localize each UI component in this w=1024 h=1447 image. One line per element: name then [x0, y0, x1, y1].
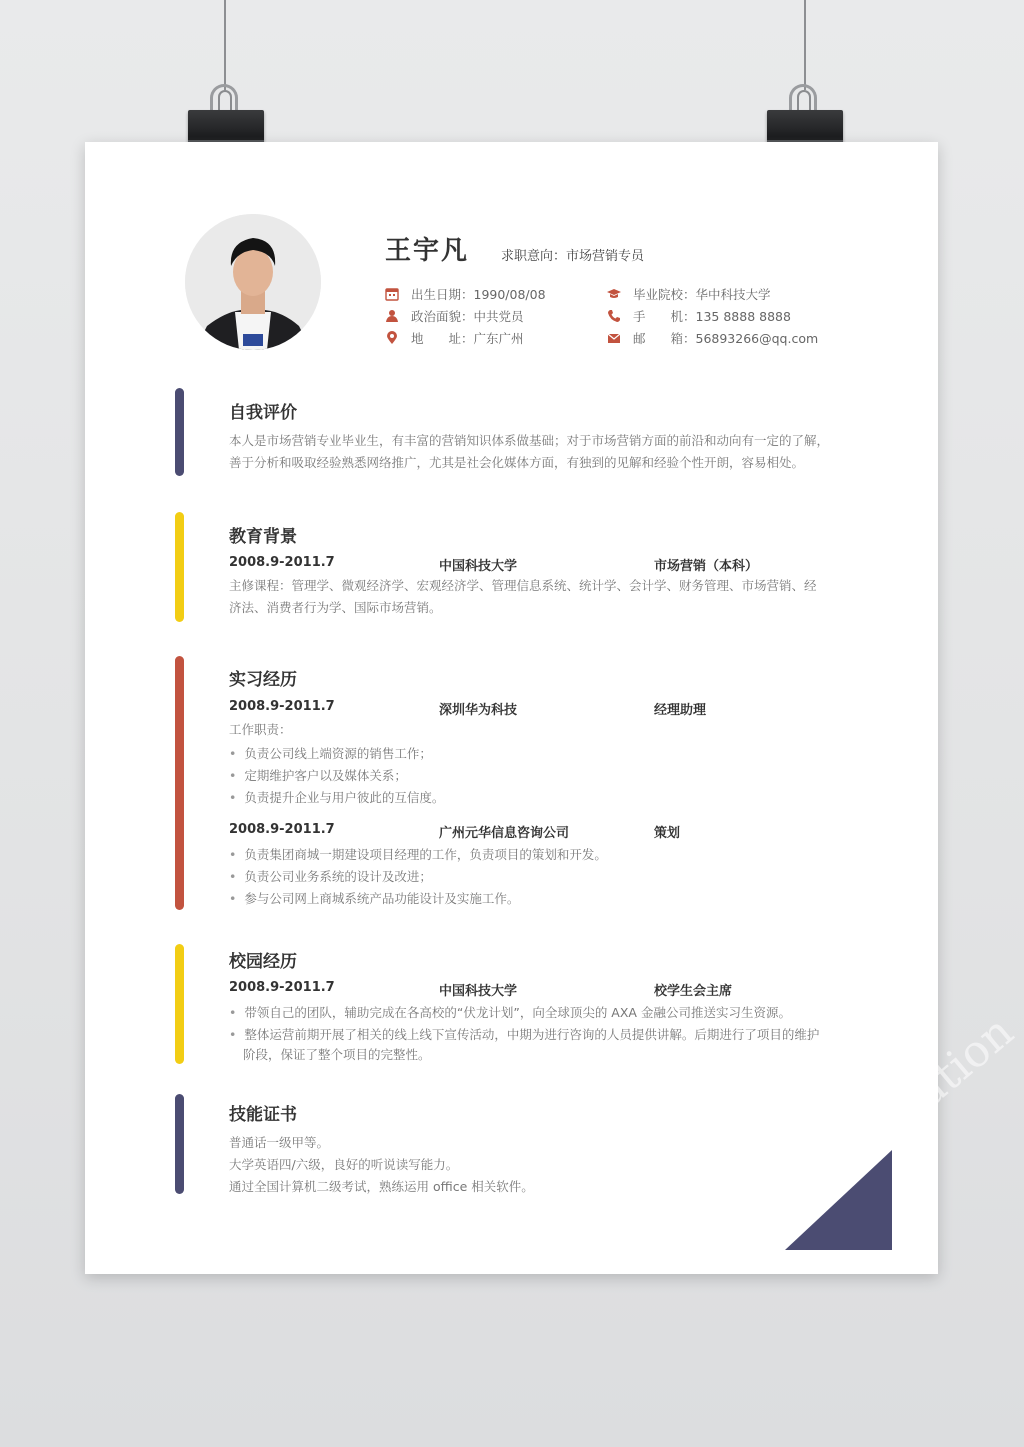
- skill-item: 大学英语四/六级，良好的听说读写能力。: [229, 1157, 459, 1172]
- email-icon: [607, 331, 621, 345]
- list-item: • 定期维护客户以及媒体关系；: [229, 766, 407, 784]
- education-major: 市场营销（本科）: [654, 559, 759, 574]
- avatar-portrait-icon: [185, 214, 321, 350]
- avatar: [185, 214, 321, 350]
- job-intent: [501, 245, 644, 264]
- job-intent-label: 求职意向：: [501, 249, 567, 264]
- info-address: [385, 329, 524, 347]
- skill-item: 通过全国计算机二级考试，熟练运用 office 相关软件。: [229, 1179, 534, 1194]
- phone-icon: [607, 309, 621, 323]
- job2-date: 2008.9-2011.7: [229, 822, 335, 837]
- job1-duty-label: 工作职责：: [229, 722, 292, 737]
- job2-company: 广州元华信息咨询公司: [439, 826, 570, 841]
- graduation-cap-icon: [607, 287, 621, 301]
- section-bar-campus: [175, 944, 184, 1064]
- section-bar-self-eval: [175, 388, 184, 476]
- education-courses-line-1: 主修课程：管理学、微观经济学、宏观经济学、管理信息系统、统计学、会计学、财务管理、市场营销、经: [229, 578, 817, 593]
- campus-school: 中国科技大学: [439, 984, 518, 999]
- list-item: • 带领自己的团队，辅助完成在各高校的“伏龙计划”，向全球顶尖的 AXA 金融公司推送实习生资源。: [229, 1003, 791, 1021]
- politics-text: 政治面貌：中共党员: [411, 309, 524, 324]
- info-email: [607, 329, 818, 347]
- job1-role: 经理助理: [654, 703, 707, 718]
- self-eval-line-1: 本人是市场营销专业毕业生，有丰富的营销知识体系做基础；对于市场营销方面的前沿和动向有一定的了解，: [229, 433, 830, 448]
- education-school: 中国科技大学: [439, 559, 518, 574]
- birth-text: 出生日期：1990/08/08: [411, 287, 546, 302]
- email-text: 邮 箱：56893266@qq.com: [633, 331, 819, 346]
- section-bar-internship: [175, 656, 184, 910]
- campus-date: 2008.9-2011.7: [229, 980, 335, 995]
- candidate-name: 王宇凡: [385, 236, 470, 266]
- education-courses-line-2: 济法、消费者行为学、国际市场营销。: [229, 600, 442, 615]
- job1-company: 深圳华为科技: [439, 703, 518, 718]
- section-bar-education: [175, 512, 184, 622]
- campus-role: 校学生会主席: [654, 984, 733, 999]
- calendar-icon: [385, 287, 399, 301]
- section-title-campus: 校园经历: [229, 952, 297, 972]
- resume-paper: [85, 142, 938, 1274]
- hanging-wire-left: [224, 0, 226, 90]
- location-pin-icon: [385, 331, 399, 345]
- section-title-self-eval: 自我评价: [229, 403, 297, 423]
- list-item: • 整体运营前期开展了相关的线上线下宣传活动，中期为进行咨询的人员提供讲解。后期进行了项目的维护: [229, 1025, 819, 1043]
- info-birth: [385, 285, 546, 303]
- watermark: 图创网 creation: [737, 1005, 1024, 1258]
- education-date: 2008.9-2011.7: [229, 555, 335, 570]
- person-icon: [385, 309, 399, 323]
- job1-date: 2008.9-2011.7: [229, 699, 335, 714]
- list-item: • 参与公司网上商城系统产品功能设计及实施工作。: [229, 889, 519, 907]
- info-phone: [607, 307, 791, 325]
- campus-item-continued: 阶段，保证了整个项目的完整性。: [243, 1047, 431, 1062]
- section-title-internship: 实习经历: [229, 670, 297, 690]
- address-text: 地 址：广东广州: [411, 331, 524, 346]
- info-school: [607, 285, 771, 303]
- self-eval-line-2: 善于分析和吸取经验熟悉网络推广，尤其是社会化媒体方面，有独到的见解和经验个性开朗，容易相处。: [229, 455, 805, 470]
- skill-item: 普通话一级甲等。: [229, 1135, 330, 1150]
- hanging-wire-right: [804, 0, 806, 90]
- section-title-education: 教育背景: [229, 527, 297, 547]
- list-item: • 负责集团商城一期建设项目经理的工作，负责项目的策划和开发。: [229, 845, 607, 863]
- section-title-skills: 技能证书: [229, 1105, 297, 1125]
- phone-text: 手 机：135 8888 8888: [633, 309, 791, 324]
- job-intent-value: 市场营销专员: [566, 249, 645, 264]
- list-item: • 负责公司线上端资源的销售工作；: [229, 744, 432, 762]
- school-text: 毕业院校：华中科技大学: [633, 287, 771, 302]
- list-item: • 负责公司业务系统的设计及改进；: [229, 867, 432, 885]
- info-politics: [385, 307, 524, 325]
- list-item: • 负责提升企业与用户彼此的互信度。: [229, 788, 444, 806]
- section-bar-skills: [175, 1094, 184, 1194]
- job2-role: 策划: [654, 826, 681, 841]
